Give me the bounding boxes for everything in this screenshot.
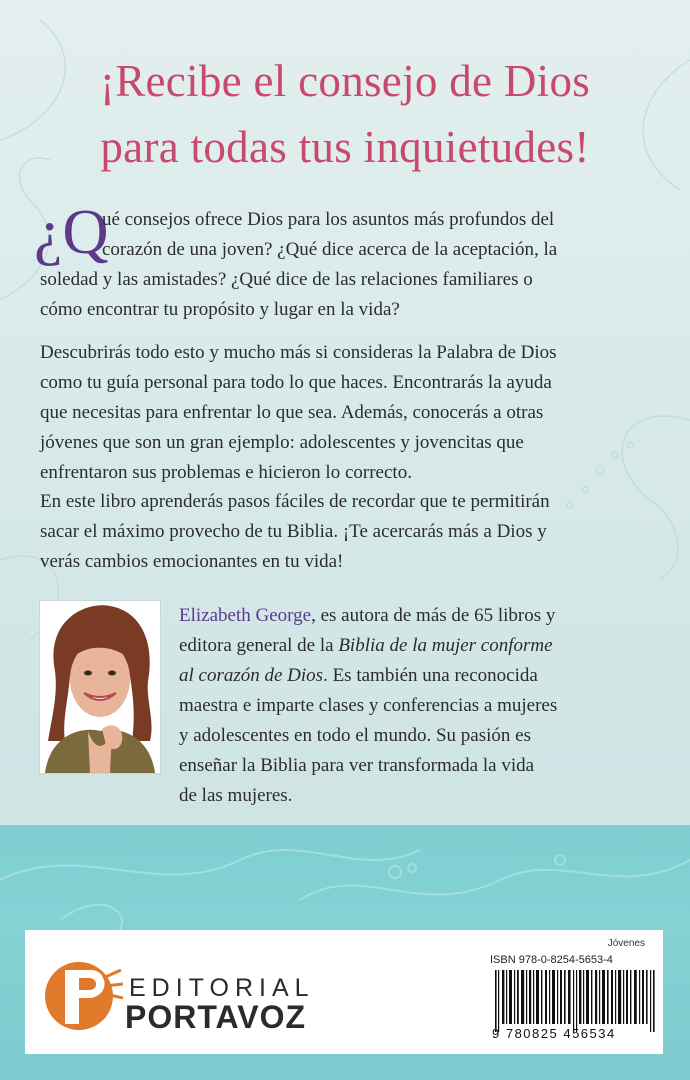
barcode [495,970,655,1032]
author-photo [40,601,160,773]
paragraph-2-line-3: que necesitas para enfrentar lo que sea. Además, conocerás a otras [40,402,544,423]
category-label: Jóvenes [607,938,645,949]
author-line-6: enseñar la Biblia para ver transformada la vida [179,755,535,776]
paragraph-2-line-1: Descubrirás todo esto y mucho más si consideras la Palabra de Dios [40,342,557,363]
isbn-text: ISBN 978-0-8254-5653-4 [490,954,613,966]
author-line-3-italic: al corazón de Dios [179,665,324,686]
intro-line-3: soledad y las amistades? ¿Qué dice de las relaciones familiares o [40,269,533,290]
author-line-2-start: editora general de la [179,635,339,656]
author-line-4: maestra e imparte clases y conferencias a mujeres [179,695,558,716]
logo-word-editorial: EDITORIAL [129,974,315,1002]
intro-line-4: cómo encontrar tu propósito y lugar en la vida? [40,299,400,320]
author-line-5: y adolescentes en todo el mundo. Su pasión es [179,725,531,746]
paragraph-2 [40,338,652,488]
intro-paragraph [40,205,652,325]
headline-line-2: para todas tus inquietudes! [100,122,590,172]
paragraph-2-line-5: enfrentaron sus problemas e hicieron lo correcto. [40,462,412,483]
intro-line-2: corazón de una joven? ¿Qué dice acerca de la aceptación, la [102,239,558,260]
paragraph-3-line-1: En este libro aprenderás pasos fáciles de recordar que te permitirán [40,491,550,512]
logo-word-portavoz: PORTAVOZ [125,999,307,1035]
author-line-3-rest: . Es también una reconocida [323,665,538,686]
paragraph-3 [40,487,652,577]
paragraph-2-line-2: como tu guía personal para todo lo que haces. Encontrarás la ayuda [40,372,552,393]
publisher-footer [25,930,663,1054]
headline-line-1: ¡Recibe el consejo de Dios [99,56,591,106]
author-line-2-italic: Biblia de la mujer conforme [338,635,553,656]
headline [0,48,690,180]
paragraph-3-line-3: verás cambios emocionantes en tu vida! [40,551,344,572]
barcode-number: 9 780825 456534 [492,1026,616,1041]
intro-line-1: ué consejos ofrece Dios para los asuntos más profundos del [102,209,555,230]
author-line-1: , es autora de más de 65 libros y [311,605,556,626]
paragraph-3-line-2: sacar el máximo provecho de tu Biblia. ¡Te acercarás más a Dios y [40,521,547,542]
author-line-7: de las mujeres. [179,785,293,806]
paragraph-2-line-4: jóvenes que son un gran ejemplo: adolescentes y jovencitas que [40,432,524,453]
portavoz-logo-icon [43,956,123,1036]
author-bio [179,601,659,811]
drop-cap: ¿Q [34,196,109,267]
author-name: Elizabeth George [179,605,312,626]
